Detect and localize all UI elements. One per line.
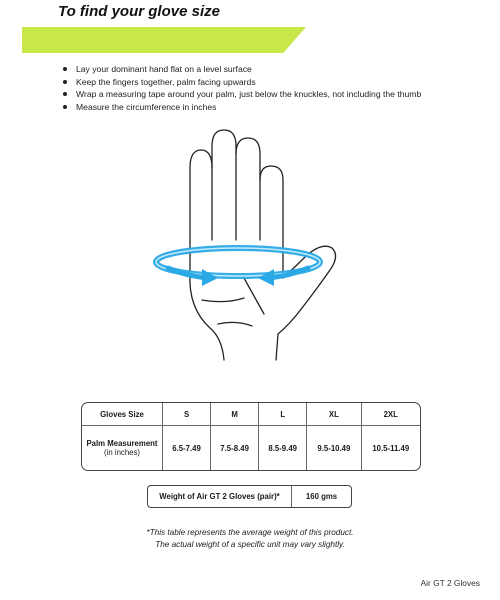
- weight-value: 160 gms: [305, 492, 338, 501]
- footer-product-name: Air GT 2 Gloves: [420, 578, 480, 588]
- size-cell: M: [211, 403, 259, 426]
- size-chart-table: [81, 402, 421, 471]
- row-label-cell: [82, 426, 163, 470]
- instruction-item: Measure the circumference in inches: [60, 101, 442, 114]
- size-cell: 2XL: [362, 403, 420, 426]
- measurement-cell: 8.5-9.49: [259, 426, 307, 470]
- row-label: Palm Measurement: [86, 439, 158, 448]
- weight-label: Weight of Air GT 2 Gloves (pair)*: [148, 486, 292, 507]
- hand-illustration: [140, 128, 360, 378]
- size-cell: S: [163, 403, 211, 426]
- measurement-cell: 10.5-11.49: [372, 443, 410, 453]
- measurement-cell: 6.5-7.49: [163, 426, 211, 470]
- instruction-item: Wrap a measuring tape around your palm, just below the knuckles, not including the thumb: [60, 88, 442, 101]
- instruction-item: Lay your dominant hand flat on a level surface: [60, 63, 442, 76]
- weight-box: [147, 485, 352, 508]
- footnote-line: The actual weight of a specific unit may vary slightly.: [155, 539, 345, 549]
- row-unit: (in inches): [104, 448, 140, 457]
- footnote-line: *This table represents the average weight of this product.: [146, 528, 354, 537]
- size-cell: XL: [307, 403, 361, 426]
- hand-icon: [140, 128, 360, 378]
- measurement-cell: 9.5-10.49: [307, 426, 361, 470]
- header-label-cell: Gloves Size: [82, 403, 163, 426]
- measurement-cell: 7.5-8.49: [211, 426, 259, 470]
- page-title: To find your glove size: [58, 3, 220, 20]
- table-row: [82, 426, 420, 470]
- title-banner: [22, 27, 306, 53]
- footnote: [100, 527, 400, 550]
- instruction-item: Keep the fingers together, palm facing upwards: [60, 76, 442, 89]
- instruction-list: [60, 63, 442, 113]
- size-cell: L: [259, 403, 307, 426]
- table-header-row: [82, 403, 420, 426]
